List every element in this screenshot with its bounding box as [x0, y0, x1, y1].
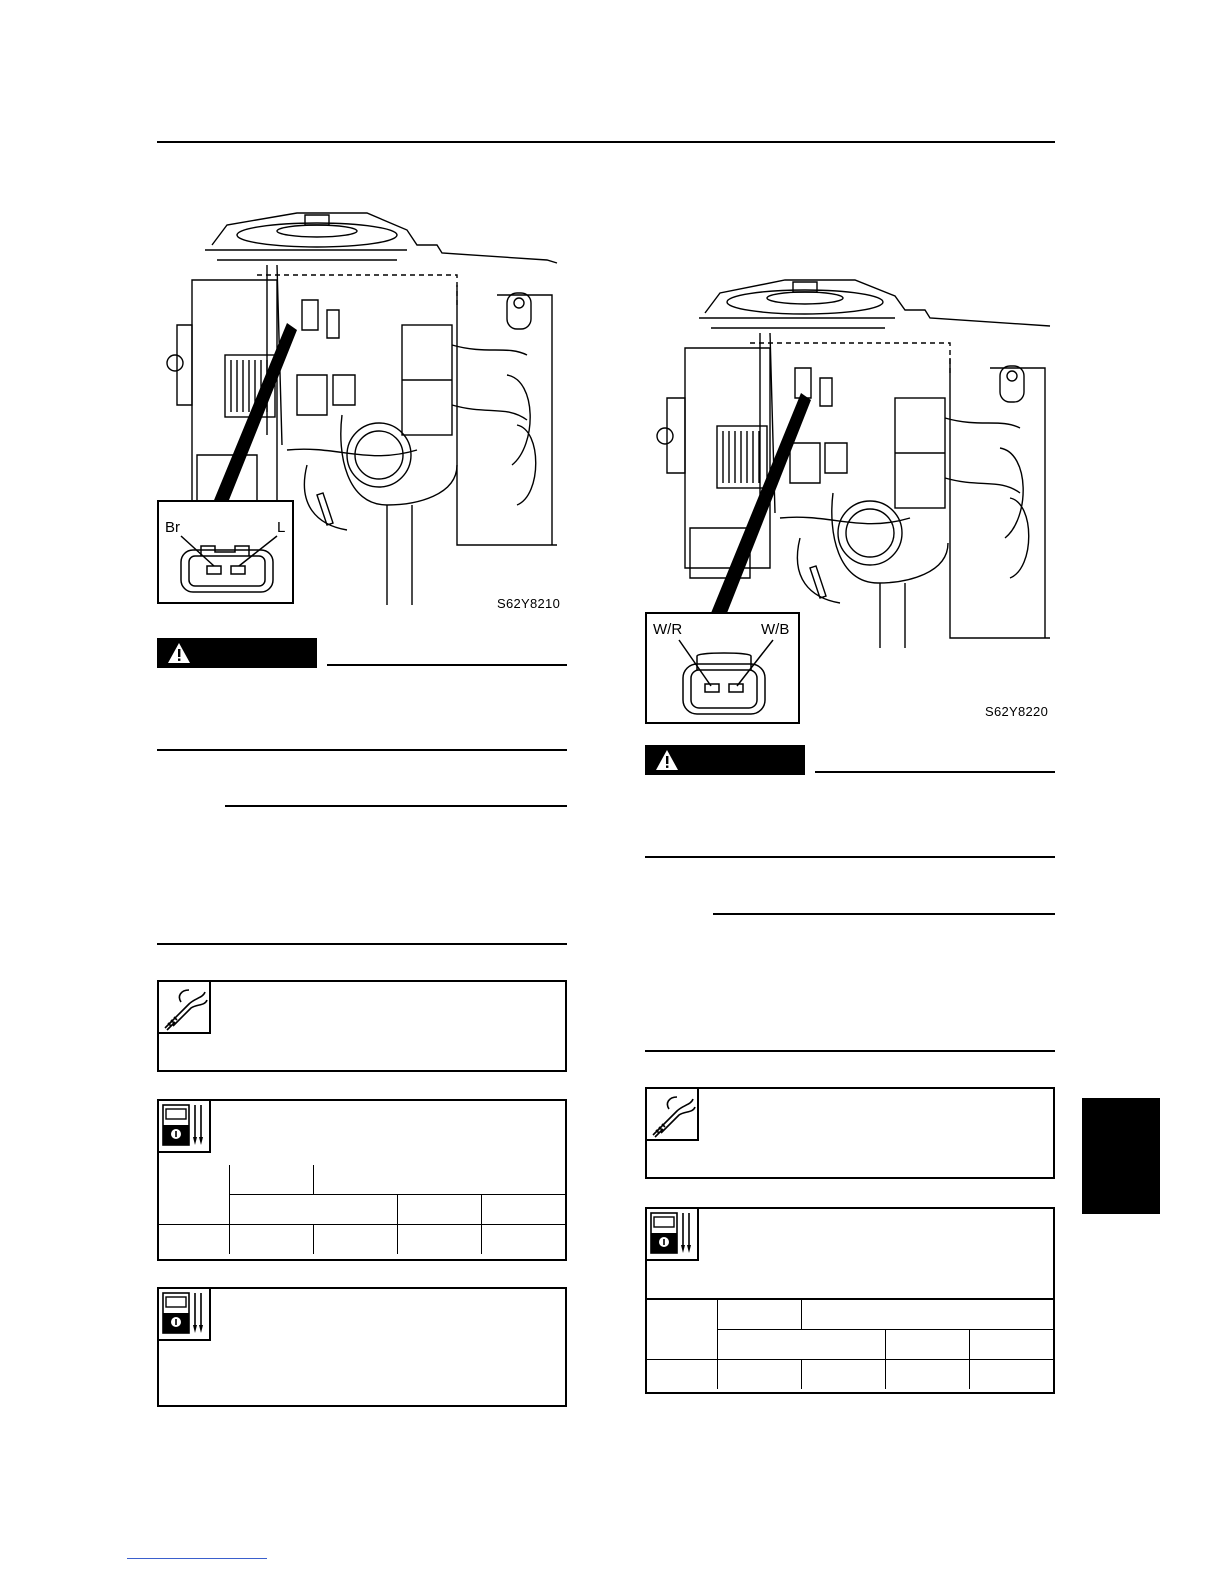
table-row [157, 1225, 567, 1255]
figure-code-right: S62Y8220 [985, 704, 1049, 719]
figure-code-left: S62Y8210 [497, 596, 561, 611]
special-tool-box-left [157, 980, 567, 1072]
multimeter-icon [157, 1287, 211, 1341]
special-tool-box-right [645, 1087, 1055, 1179]
warning-bar-left [157, 638, 317, 668]
section-rule-right-2 [713, 913, 1055, 915]
header-rule [157, 141, 1055, 143]
multimeter-icon [645, 1207, 699, 1261]
chapter-tab [1082, 1098, 1160, 1214]
connector-pin-label-br: Br [165, 519, 180, 536]
table-row [157, 1165, 567, 1195]
meter-spec-box-right [645, 1207, 1055, 1394]
section-rule-left-1 [157, 749, 567, 751]
section-rule-left-2 [225, 805, 567, 807]
spec-table-right [645, 1300, 1055, 1389]
pliers-tool-icon [157, 980, 211, 1034]
pliers-tool-icon [645, 1087, 699, 1141]
section-rule-right-3 [645, 1050, 1055, 1052]
engine-illustration-right [655, 268, 1055, 648]
warning-bar-right [645, 745, 805, 775]
warning-triangle-icon [655, 749, 679, 771]
table-row [645, 1360, 1055, 1390]
section-rule-left-3 [157, 943, 567, 945]
table-row [645, 1300, 1055, 1330]
footer-link-underline[interactable] [127, 1558, 267, 1559]
warning-rule-left [327, 664, 567, 666]
warning-rule-right [815, 771, 1055, 773]
section-rule-right-1 [645, 856, 1055, 858]
connector-pin-label-wb: W/B [761, 621, 790, 638]
multimeter-icon [157, 1099, 211, 1153]
warning-triangle-icon [167, 642, 191, 664]
connector-inset-left [157, 500, 294, 604]
connector-pin-label-l: L [277, 519, 286, 536]
connector-inset-right [645, 612, 800, 724]
connector-pin-label-wr: W/R [653, 621, 683, 638]
spec-table-left [157, 1165, 567, 1254]
meter-spec-box-left-1 [157, 1099, 567, 1261]
meter-spec-box-left-2 [157, 1287, 567, 1407]
